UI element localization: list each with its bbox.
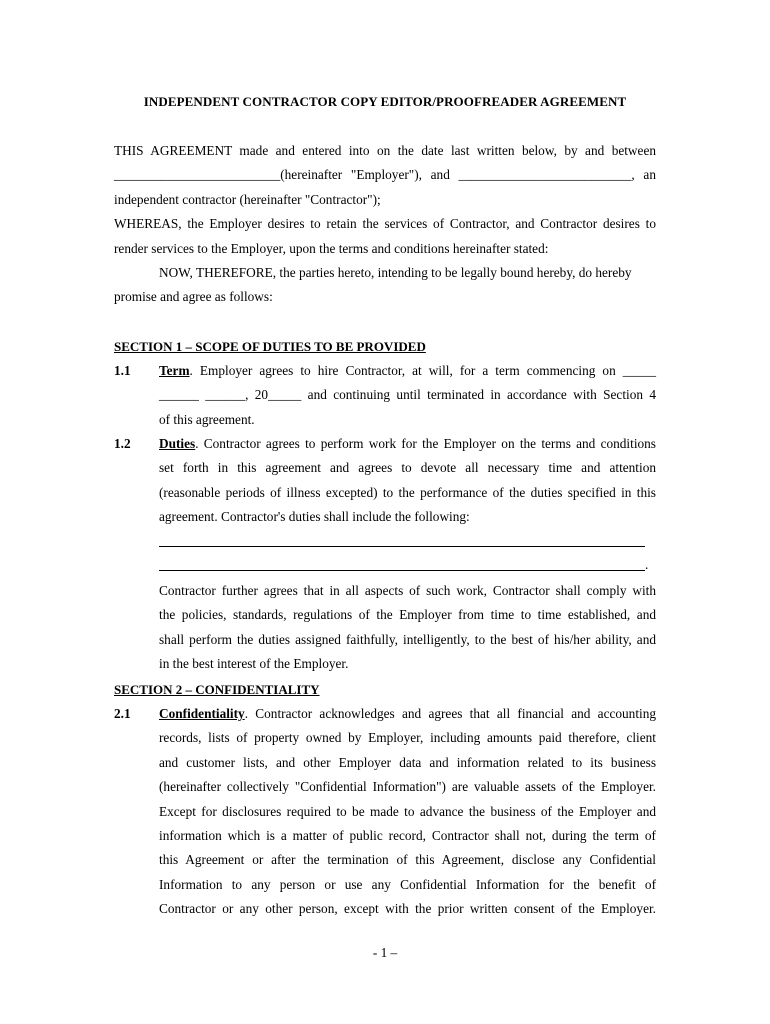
- clause-number: 1.1: [114, 363, 131, 378]
- clause-label: Confidentiality: [159, 706, 245, 721]
- whereas-line: WHEREAS, the Employer desires to retain the services of Contractor, and Contractor desires to: [114, 216, 656, 232]
- clause-term: [159, 359, 656, 432]
- clause-line: Duties. Contractor agrees to perform work for the Employer on the terms and conditions: [159, 436, 656, 451]
- clause-line: agreement. Contractor's duties shall include the following:: [159, 509, 470, 525]
- document-title: INDEPENDENT CONTRACTOR COPY EDITOR/PROOFREADER AGREEMENT: [143, 94, 627, 109]
- intro-line: _________________________(hereinafter "Employer"), and __________________________, an: [114, 167, 656, 183]
- clause-line: of this agreement.: [159, 411, 255, 427]
- whereas-line: render services to the Employer, upon the terms and conditions hereinafter stated:: [114, 240, 549, 256]
- clause-line: (hereinafter collectively "Confidential Information") are valuable assets of the Employer.: [159, 779, 656, 795]
- section-2-heading: SECTION 2 – CONFIDENTIALITY: [114, 682, 320, 697]
- clause-line: this Agreement or after the termination of this Agreement, disclose any Confidential: [159, 852, 656, 868]
- page-number: - 1 –: [372, 945, 398, 960]
- intro-line: THIS AGREEMENT made and entered into on the date last written below, by and between: [114, 143, 656, 158]
- section-1-heading: SECTION 1 – SCOPE OF DUTIES TO BE PROVIDED: [114, 339, 426, 354]
- clause-line: Contractor or any other person, except with the prior written consent of the Employer.: [159, 901, 656, 917]
- duties-blank-line: [159, 546, 645, 547]
- clause-line: set forth in this agreement and agrees to devote all necessary time and attention: [159, 460, 656, 476]
- clause-line: Term. Employer agrees to hire Contractor, at will, for a term commencing on _____: [159, 363, 656, 378]
- clause-line: Information to any person or use any Confidential Information for the benefit of: [159, 876, 656, 892]
- clause-line: shall perform the duties assigned faithfully, intelligently, to the best of his/her ability, and: [159, 631, 656, 647]
- clause-confidentiality: [159, 702, 656, 922]
- clause-line: information which is a matter of public record, Contractor shall not, during the term of: [159, 828, 656, 844]
- clause-line: Confidentiality. Contractor acknowledges and agrees that all financial and accounting: [159, 706, 656, 721]
- clause-line: and customer lists, and other Employer data and information related to its business: [159, 754, 656, 770]
- duties-compliance-paragraph: [159, 579, 656, 677]
- clause-label: Term: [159, 363, 190, 378]
- clause-line: in the best interest of the Employer.: [159, 656, 349, 672]
- duties-blank-line: [159, 570, 645, 571]
- now-therefore-line: promise and agree as follows:: [114, 289, 273, 305]
- clause-line: ______ ______, 20_____ and continuing until terminated in accordance with Section 4: [159, 387, 656, 403]
- clause-line: records, lists of property owned by Employer, including amounts paid therefore, client: [159, 730, 656, 746]
- clause-line: Except for disclosures required to be made to advance the business of the Employer and: [159, 803, 656, 819]
- clause-duties: [159, 432, 656, 530]
- clause-line: the policies, standards, regulations of the Employer from time to time established, and: [159, 607, 656, 623]
- clause-line: (reasonable periods of illness excepted) to the performance of the duties specified in this: [159, 484, 656, 500]
- clause-number: 1.2: [114, 436, 131, 451]
- intro-line: independent contractor (hereinafter "Contractor");: [114, 191, 381, 207]
- duties-blank-period: .: [645, 557, 649, 572]
- clause-line: Contractor further agrees that in all aspects of such work, Contractor shall comply with: [159, 583, 656, 598]
- intro-paragraph: [114, 139, 656, 310]
- now-therefore-line: NOW, THEREFORE, the parties hereto, intending to be legally bound hereby, do hereby: [159, 265, 632, 281]
- clause-number: 2.1: [114, 706, 131, 721]
- clause-label: Duties: [159, 436, 196, 451]
